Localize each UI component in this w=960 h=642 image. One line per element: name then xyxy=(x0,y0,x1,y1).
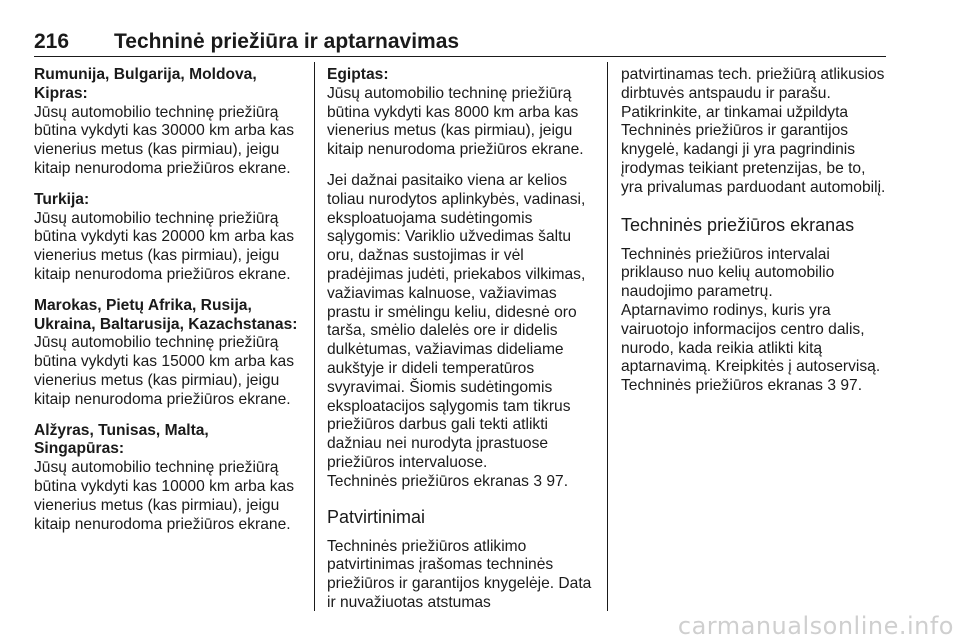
region-heading: Marokas, Pietų Afrika, Rusija, Ukraina, Baltarusija, Kazachstanas: xyxy=(34,296,298,333)
region-text: Jūsų automobilio techninę priežiūrą būtina vykdyti kas 20000 km arba kas vienerius metus (kas pirmiau), jeigu kitaip nenurodoma priežiūros ekrane. xyxy=(34,209,295,283)
confirmation-text: Techninės priežiūros atlikimo patvirtinimas įrašomas techninės priežiūros ir garantijos knygelėje. Data ir nuvažiuotas atstumas xyxy=(327,537,592,611)
check-booklet-text: Patikrinkite, ar tinkamai užpildyta Techninės priežiūros ir garantijos knygelė, kadangi ji yra pagrindinis įrodymas teikiant pretenzijas, be to, yra privalumas parduodant automobilį. xyxy=(621,103,886,196)
chapter-title: Techninė priežiūra ir aptarnavimas xyxy=(114,30,460,53)
region-text: Jūsų automobilio techninę priežiūrą būtina vykdyti kas 30000 km arba kas vienerius metus (kas pirmiau), jeigu kitaip nenurodoma priežiūros ekrane. xyxy=(34,103,295,177)
column-divider-2 xyxy=(607,62,608,611)
column-2 xyxy=(327,66,597,613)
region-heading: Egiptas: xyxy=(327,66,389,83)
severe-conditions-text: Jei dažnai pasitaiko viena ar kelios toliau nurodytos aplinkybės, vadinasi, eksploatuojama sudėtingomis sąlygomis: Variklio užvedimas šaltu oru, dažnas sustojimas ir vėl pradėjimas judėti, priekabos vilkimas, važiavimas kalnuose, važiavimas prastu ir smėlingu keliu, didesnė oro tarša, smėlio dalelės ore ir didelis dulkėtumas, važiavimas dideliame aukštyje ir dideli temperatūros svyravimai. Šiomis sudėtingomis eksploatacijos sąlygomis tam tikrus priežiūros darbus gali tekti atlikti dažniau nei nurodyta įprastuose priežiūros intervaluose. xyxy=(327,171,586,471)
watermark: carmanualsonline.info xyxy=(677,612,954,640)
region-block-algeria xyxy=(34,422,302,535)
service-display-text: Aptarnavimo rodinys, kuris yra vairuotojo informacijos centro dalis, nurodo, kada reikia atlikti kitą aptarnavimą. Kreipkitės į autoservisą. xyxy=(621,301,881,376)
region-heading: Turkija: xyxy=(34,190,90,208)
region-block-turkey xyxy=(34,191,302,285)
reference-text: Techninės priežiūros ekranas xyxy=(621,377,823,395)
page-header xyxy=(34,26,886,57)
region-block-romania xyxy=(34,66,302,179)
page-reference-icon: 3 xyxy=(827,377,836,395)
column-divider-1 xyxy=(314,62,315,611)
confirmation-continued-text: patvirtinamas tech. priežiūrą atlikusios dirbtuvės antspaudu ir parašu. xyxy=(621,66,885,102)
region-heading: Alžyras, Tunisas, Malta, Singapūras: xyxy=(34,421,209,458)
reference-page: 97. xyxy=(546,472,569,490)
column-3 xyxy=(621,66,891,396)
cross-reference[interactable] xyxy=(327,473,597,492)
page-reference-icon: 3 xyxy=(533,472,542,490)
section-title-service-display: Techninės priežiūros ekranas xyxy=(621,214,855,235)
region-block-morocco xyxy=(34,297,302,410)
region-text: Jūsų automobilio techninę priežiūrą būtina vykdyti kas 15000 km arba kas vienerius metus (kas pirmiau), jeigu kitaip nenurodoma priežiūros ekrane. xyxy=(34,334,295,408)
section-title-confirmations: Patvirtinimai xyxy=(327,506,426,527)
reference-page: 97. xyxy=(840,377,863,395)
cross-reference[interactable] xyxy=(621,377,891,396)
interval-text: Techninės priežiūros intervalai priklauso nuo kelių automobilio naudojimo parametrų. xyxy=(621,245,835,301)
region-heading: Rumunija, Bulgarija, Moldova, Kipras: xyxy=(34,66,257,102)
reference-text: Techninės priežiūros ekranas xyxy=(327,472,529,490)
page-number: 216 xyxy=(34,30,70,53)
column-1 xyxy=(34,66,302,546)
region-text: Jūsų automobilio techninę priežiūrą būtina vykdyti kas 8000 km arba kas vienerius metus (kas pirmiau), jeigu kitaip nenurodoma priežiūros ekrane. xyxy=(327,84,584,159)
region-block-egypt xyxy=(327,66,597,160)
region-text: Jūsų automobilio techninę priežiūrą būtina vykdyti kas 10000 km arba kas vienerius metus (kas pirmiau), jeigu kitaip nenurodoma priežiūros ekrane. xyxy=(34,459,295,533)
